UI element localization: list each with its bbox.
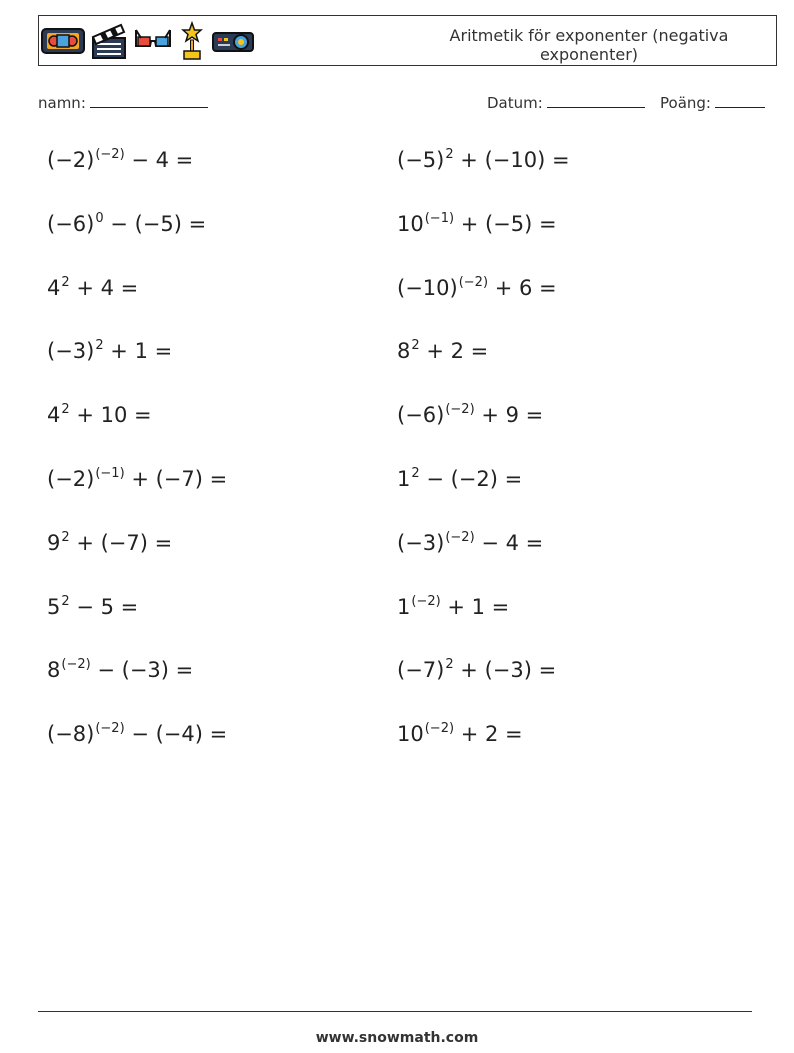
problem-20 bbox=[397, 722, 523, 746]
problem-base: 10 bbox=[397, 212, 424, 236]
award-trophy-icon bbox=[179, 21, 205, 61]
date-blank[interactable] bbox=[547, 93, 645, 108]
problem-exponent: 2 bbox=[411, 338, 420, 353]
problem-exponent: (−2) bbox=[445, 530, 475, 545]
problem-rest: − (−3) = bbox=[90, 658, 194, 682]
date-field bbox=[487, 93, 645, 112]
problem-16 bbox=[397, 595, 509, 619]
problem-rest: + 2 = bbox=[419, 339, 489, 363]
3d-glasses-icon bbox=[133, 26, 173, 56]
problem-rest: + 1 = bbox=[103, 339, 173, 363]
problem-base: (−5) bbox=[397, 148, 445, 172]
problem-17 bbox=[47, 658, 193, 682]
problem-exponent: 2 bbox=[61, 275, 70, 290]
problem-10 bbox=[397, 403, 543, 427]
problem-base: 1 bbox=[397, 467, 411, 491]
problem-9 bbox=[47, 403, 152, 427]
problem-rest: + 10 = bbox=[69, 403, 152, 427]
problem-base: 5 bbox=[47, 595, 61, 619]
problem-rest: − (−2) = bbox=[419, 467, 523, 491]
problem-base: (−6) bbox=[397, 403, 445, 427]
problem-rest: − 4 = bbox=[124, 148, 194, 172]
problem-base: 9 bbox=[47, 531, 61, 555]
problem-5 bbox=[47, 276, 138, 300]
score-field bbox=[660, 93, 765, 112]
problem-exponent: (−2) bbox=[458, 275, 489, 290]
problem-rest: − (−5) = bbox=[103, 212, 207, 236]
problem-rest: + (−7) = bbox=[69, 531, 173, 555]
problem-base: (−7) bbox=[397, 658, 445, 682]
problem-rest: − (−4) = bbox=[124, 722, 228, 746]
problem-base: 4 bbox=[47, 403, 61, 427]
worksheet-header bbox=[38, 15, 777, 66]
problem-exponent: 2 bbox=[445, 657, 454, 672]
problem-base: (−6) bbox=[47, 212, 95, 236]
name-field bbox=[38, 93, 208, 112]
problem-base: (−8) bbox=[47, 722, 95, 746]
problem-exponent: 2 bbox=[61, 402, 70, 417]
name-blank[interactable] bbox=[90, 93, 208, 108]
footer-url: www.snowmath.com bbox=[315, 1030, 479, 1046]
problem-7 bbox=[47, 339, 172, 363]
problem-rest: + 2 = bbox=[454, 722, 523, 746]
problem-3 bbox=[47, 212, 206, 236]
problem-exponent: (−2) bbox=[411, 594, 441, 609]
problem-rest: + 1 = bbox=[440, 595, 510, 619]
problem-exponent: 2 bbox=[61, 530, 70, 545]
problem-rest: + 4 = bbox=[69, 276, 139, 300]
problem-exponent: 2 bbox=[95, 338, 104, 353]
problem-base: 4 bbox=[47, 276, 61, 300]
problem-11 bbox=[47, 467, 227, 491]
problem-base: (−3) bbox=[47, 339, 95, 363]
problem-base: (−10) bbox=[397, 276, 458, 300]
problem-exponent: (−2) bbox=[445, 402, 475, 417]
problem-exponent: (−1) bbox=[95, 466, 125, 481]
problem-base: 8 bbox=[397, 339, 411, 363]
problem-15 bbox=[47, 595, 138, 619]
problem-exponent: (−1) bbox=[424, 211, 455, 226]
problem-base: (−3) bbox=[397, 531, 445, 555]
problem-exponent: (−2) bbox=[424, 721, 455, 736]
problem-2 bbox=[397, 148, 570, 172]
problem-exponent: 0 bbox=[95, 211, 104, 226]
score-label: Poäng: bbox=[660, 94, 711, 112]
problem-18 bbox=[397, 658, 556, 682]
clapperboard-icon bbox=[91, 22, 127, 60]
problem-19 bbox=[47, 722, 227, 746]
problem-14 bbox=[397, 531, 543, 555]
problem-rest: + (−10) = bbox=[453, 148, 570, 172]
problem-1 bbox=[47, 148, 193, 172]
problem-base: (−2) bbox=[47, 148, 95, 172]
worksheet-title: Aritmetik för exponenter (negativa exponenter) bbox=[449, 26, 729, 64]
problem-exponent: 2 bbox=[61, 594, 70, 609]
problem-exponent: (−2) bbox=[95, 721, 125, 736]
problem-base: 10 bbox=[397, 722, 424, 746]
problem-rest: − 5 = bbox=[69, 595, 139, 619]
problem-12 bbox=[397, 467, 522, 491]
header-icons bbox=[41, 22, 255, 60]
vhs-tape-icon bbox=[41, 26, 85, 56]
problem-rest: + 6 = bbox=[488, 276, 557, 300]
projector-icon bbox=[211, 27, 255, 55]
problem-rest: + (−7) = bbox=[124, 467, 228, 491]
problem-exponent: (−2) bbox=[95, 147, 125, 162]
score-blank[interactable] bbox=[715, 93, 765, 108]
problem-6 bbox=[397, 276, 557, 300]
problem-13 bbox=[47, 531, 172, 555]
problem-base: (−2) bbox=[47, 467, 95, 491]
problem-8 bbox=[397, 339, 488, 363]
problem-rest: + (−5) = bbox=[454, 212, 557, 236]
name-label: namn: bbox=[38, 94, 86, 112]
date-label: Datum: bbox=[487, 94, 543, 112]
problem-exponent: 2 bbox=[445, 147, 454, 162]
problem-4 bbox=[397, 212, 557, 236]
problem-base: 8 bbox=[47, 658, 61, 682]
problem-base: 1 bbox=[397, 595, 411, 619]
problem-exponent: 2 bbox=[411, 466, 420, 481]
footer-divider bbox=[38, 1011, 752, 1012]
problem-rest: − 4 = bbox=[474, 531, 544, 555]
problem-rest: + (−3) = bbox=[453, 658, 557, 682]
problem-exponent: (−2) bbox=[61, 657, 91, 672]
problem-rest: + 9 = bbox=[474, 403, 544, 427]
